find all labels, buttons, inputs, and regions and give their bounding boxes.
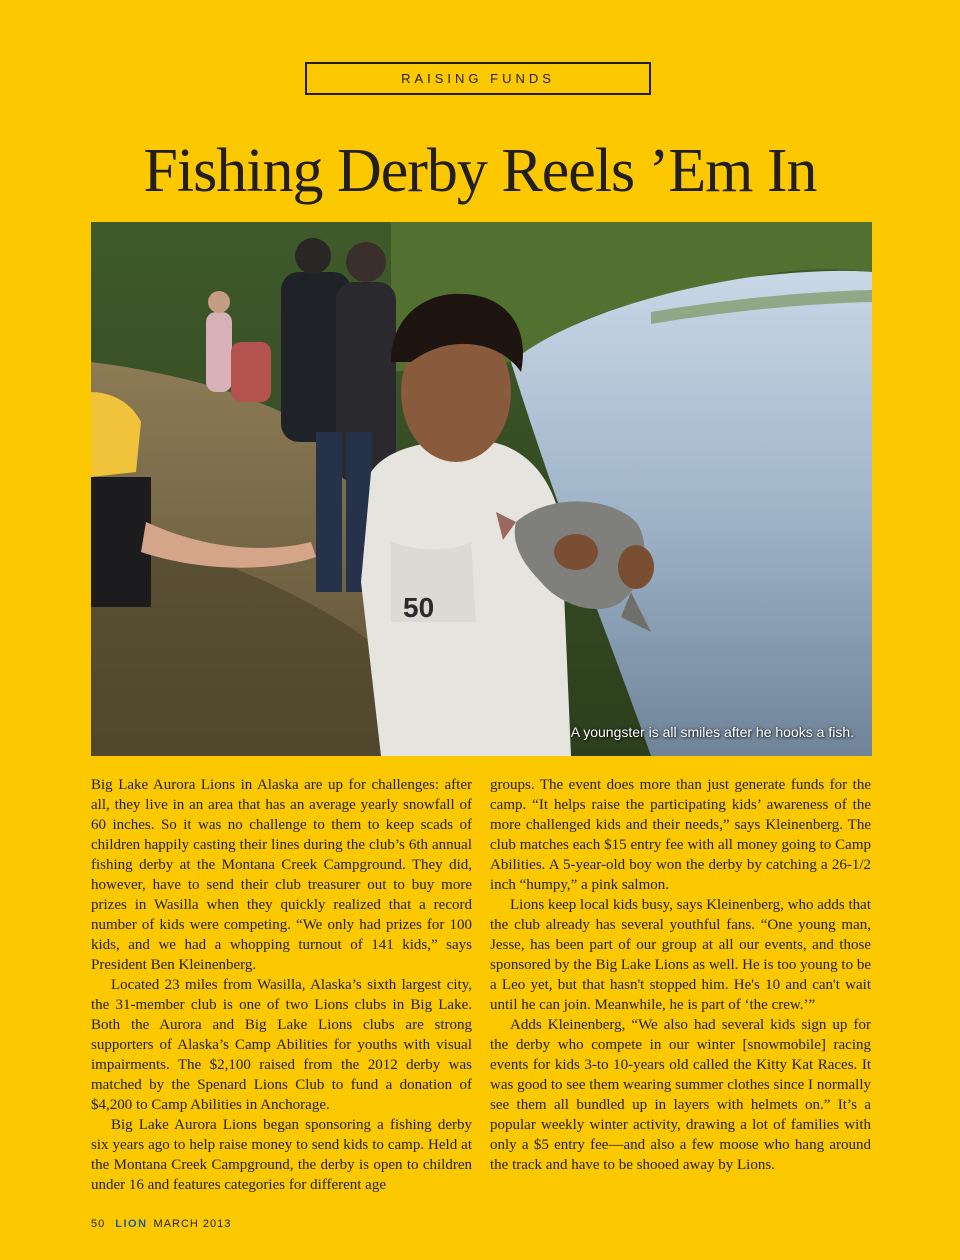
body-paragraph: Located 23 miles from Wasilla, Alaska’s sixth largest city, the 31-member club is one of two Lions clubs in Big Lake. Both the Aurora and Big Lake Lions clubs are strong supporters of Alaska’s Camp Abilities for youths with visual impairments. The $2,100 raised from the 2012 derby was matched by the Spenard Lions Club to fund a donation of $4,200 to Camp Abilities in Anchorage. (91, 977, 472, 1113)
article-title: Fishing Derby Reels ’Em In (143, 137, 817, 205)
body-paragraph: Lions keep local kids busy, says Kleinenberg, who adds that the club already has several youthful fans. “One young man, Jesse, has been part of our group at all our events, and those sponsored by the Big Lake Lions as well. He is too young to be a Leo yet, but that hasn't stopped him. He's 10 and can't wait until he can join. Meanwhile, he is part of ‘the crew.’” (490, 897, 871, 1013)
article-photo (91, 222, 872, 756)
section-label-text: RAISING FUNDS (401, 71, 555, 86)
section-label (305, 62, 651, 95)
photo-illustration (91, 222, 872, 756)
page-footer (91, 1218, 231, 1230)
article-body-left-column (91, 775, 472, 1195)
body-paragraph: Big Lake Aurora Lions began sponsoring a fishing derby six years ago to help raise money to send kids to camp. Held at the Montana Creek Campground, the derby is open to children under 16 and features categories for different age (91, 1117, 472, 1193)
issue-date: MARCH 2013 (153, 1218, 232, 1230)
photo-caption: A youngster is all smiles after he hooks a fish. (570, 724, 854, 740)
body-paragraph: groups. The event does more than just generate funds for the camp. “It helps raise the participating kids’ awareness of the more challenged kids and their needs,” says Kleinenberg. The club matches each $15 entry fee with all money going to Camp Abilities. A 5-year-old boy won the derby by catching a 26-1/2 inch “humpy,” a pink salmon. (490, 777, 871, 893)
body-paragraph: Big Lake Aurora Lions in Alaska are up for challenges: after all, they live in an area that has an average yearly snowfall of 60 inches. So it was no challenge to them to keep scads of children happily casting their lines during the club’s 6th annual fishing derby at the Montana Creek Campground. They did, however, have to send their club treasurer out to buy more prizes in Wasilla when they quickly realized that a record number of kids were competing. “We only had prizes for 100 kids, and we had a whopping turnout of 141 kids,” says President Ben Kleinenberg. (91, 777, 472, 973)
body-paragraph: Adds Kleinenberg, “We also had several kids sign up for the derby who compete in our winter [snowmobile] racing events for kids 3-to 10-years old called the Kitty Kat Races. It was good to see them wearing summer clothes since I normally see them all bundled up in layers with helmets on.” It’s a popular weekly winter activity, drawing a lot of families with only a $5 entry fee—and also a few moose who hang around the track and have to be shooed away by Lions. (490, 1017, 871, 1173)
page-number: 50 (91, 1218, 106, 1230)
magazine-logo: LION (115, 1218, 148, 1230)
article-body-right-column (490, 775, 871, 1195)
shirt-number: 50 (403, 592, 435, 623)
